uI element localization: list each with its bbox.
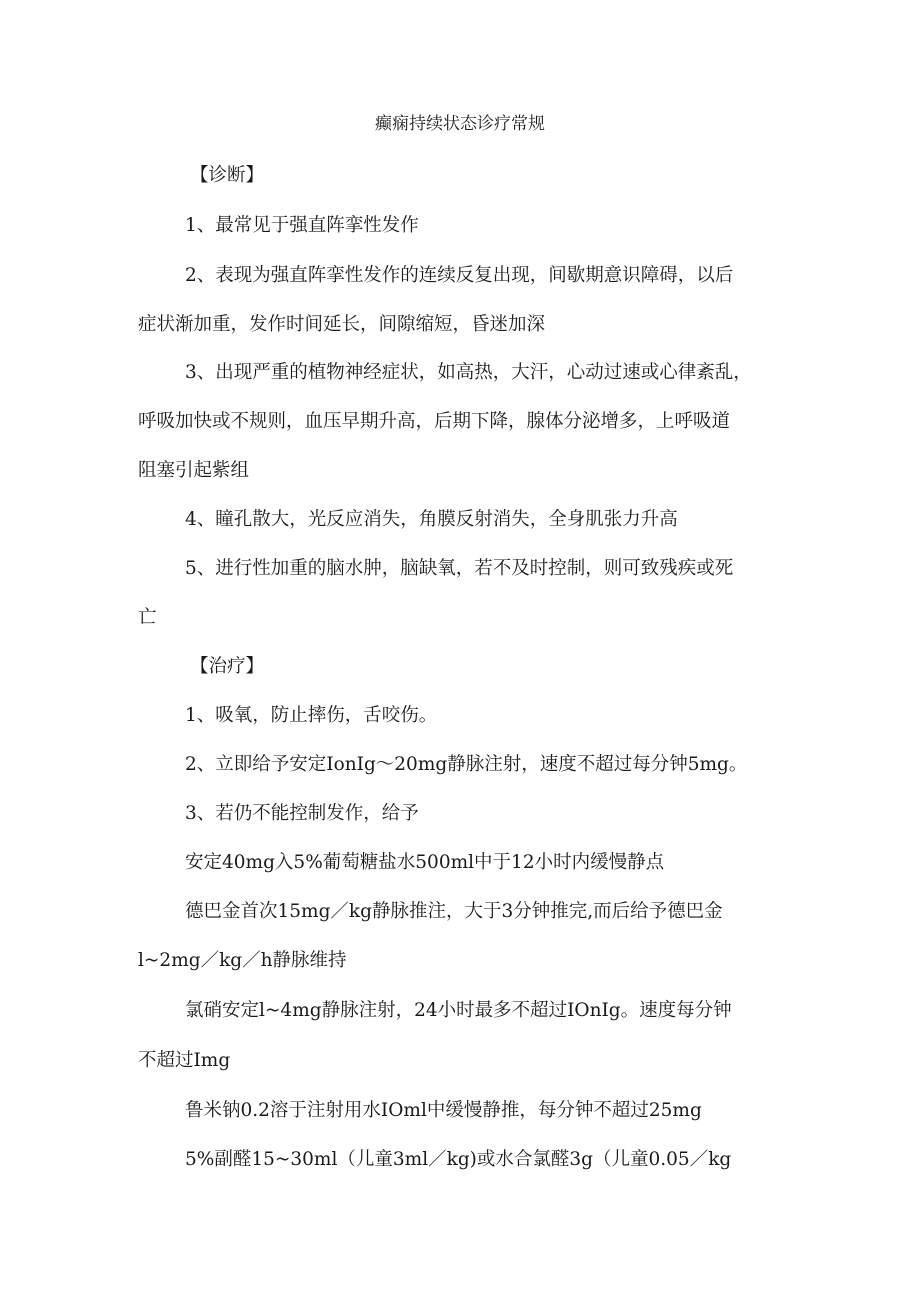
treatment-line: 鲁米钠0.2溶于注射用水IOml中缓慢静推，每分钟不超过25mg [185,1100,702,1121]
treatment-line: 2、立即给予安定IonIg～20mg静脉注射，速度不超过每分钟5mg。 [185,754,748,775]
treatment-heading: 【治疗】 [190,656,265,677]
diagnosis-line: 5、进行性加重的脑水肿，脑缺氧，若不及时控制，则可致残疾或死 [185,558,734,579]
treatment-line: l~2mg／kg／h静脉维持 [138,950,347,971]
treatment-line: 5%副醛15~30ml（儿童3ml／kg)或水合氯醛3g（儿童0.05／kg [185,1149,732,1170]
diagnosis-line: 3、出现严重的植物神经症状，如高热，大汗，心动过速或心律紊乱， [185,362,752,383]
diagnosis-line: 4、瞳孔散大，光反应消失，角膜反射消失，全身肌张力升高 [185,509,678,530]
diagnosis-line: 呼吸加快或不规则，血压早期升高，后期下降，腺体分泌增多，上呼吸道 [138,411,731,432]
diagnosis-line: 症状渐加重，发作时间延长，间隙缩短，昏迷加深 [138,314,546,335]
diagnosis-line: 1、最常见于强直阵挛性发作 [185,215,419,236]
document-title: 癫痫持续状态诊疗常规 [375,114,545,134]
diagnosis-line: 2、表现为强直阵挛性发作的连续反复出现，间歇期意识障碍，以后 [185,265,734,286]
treatment-line: 氯硝安定l~4mg静脉注射，24小时最多不超过IOnIg。速度每分钟 [185,1000,732,1021]
diagnosis-heading: 【诊断】 [190,165,265,186]
diagnosis-line: 亡 [138,607,157,628]
treatment-line: 安定40mg入5%葡萄糖盐水500ml中于12小时内缓慢静点 [185,852,665,873]
treatment-line: 德巴金首次15mg／kg静脉推注，大于3分钟推完,而后给予德巴金 [185,901,723,922]
treatment-line: 1、吸氧，防止摔伤，舌咬伤。 [185,705,438,726]
diagnosis-line: 阻塞引起紫组 [138,460,250,481]
treatment-line: 3、若仍不能控制发作，给予 [185,803,419,824]
treatment-line: 不超过Img [138,1050,231,1071]
